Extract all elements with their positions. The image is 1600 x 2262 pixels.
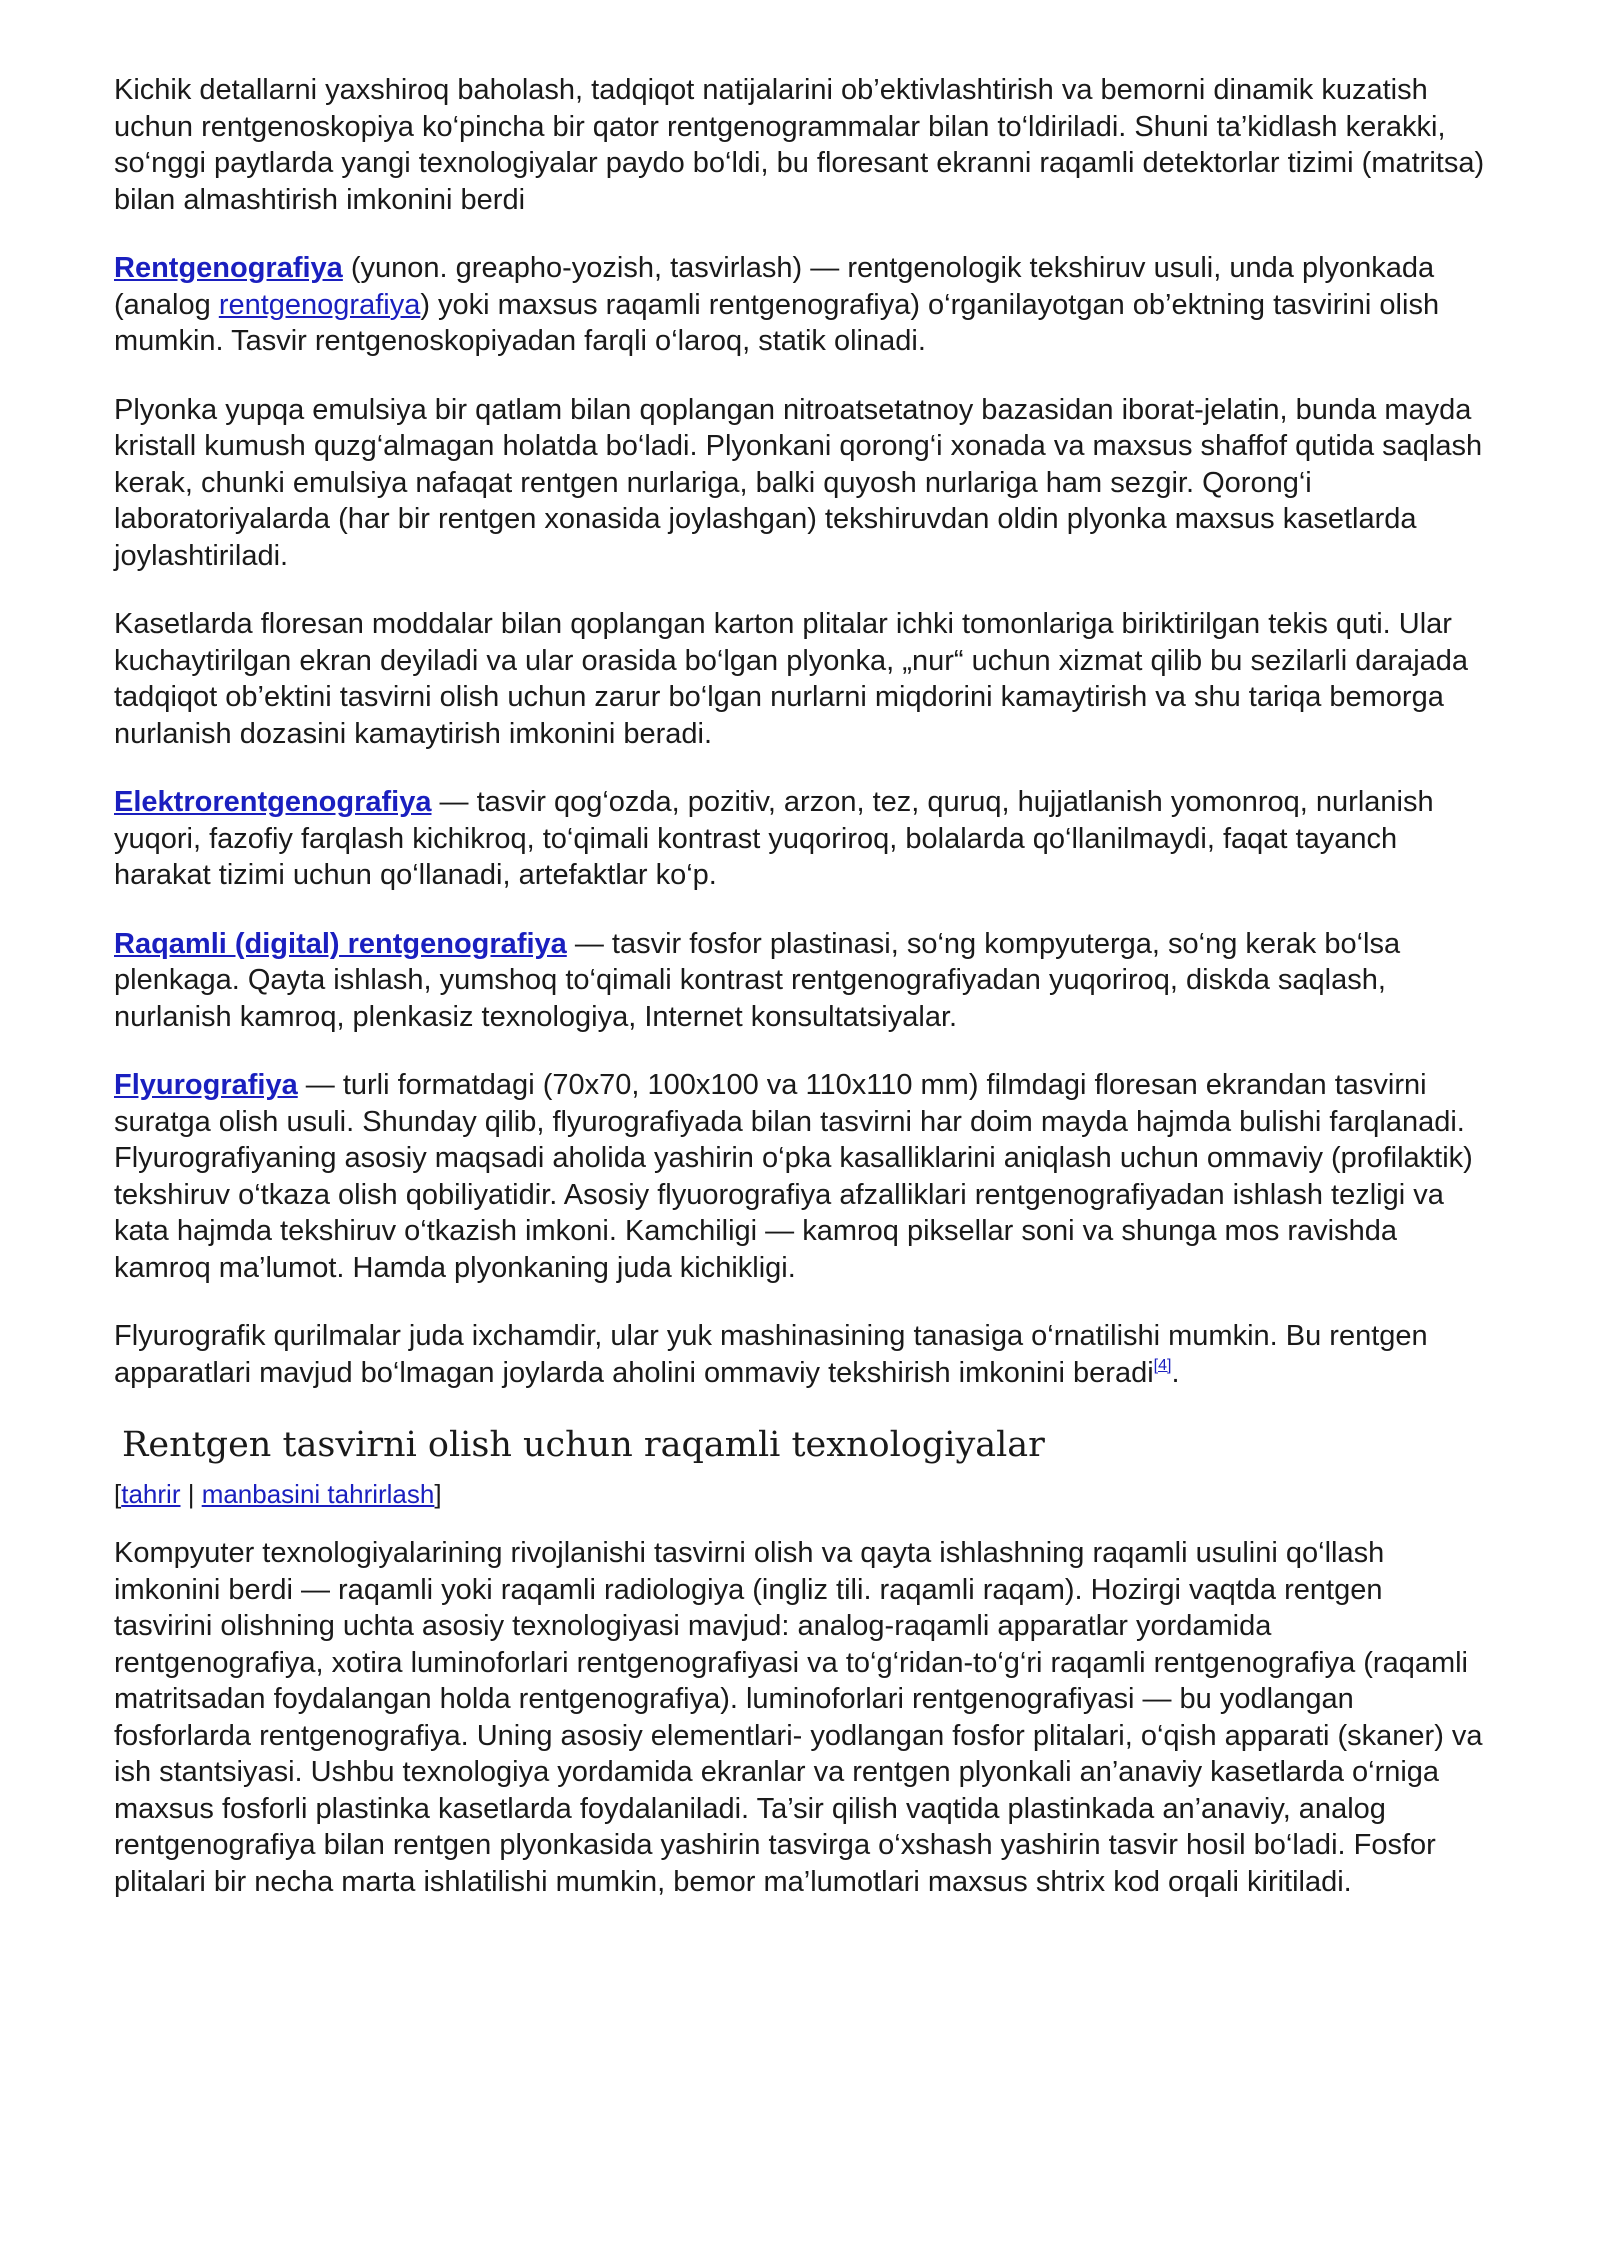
paragraph-plyonka: Plyonka yupqa emulsiya bir qatlam bilan qoplangan nitroatsetatnoy bazasidan iborat-jelatin, bunda mayda kristall kumush quzg‘almagan holatda bo‘ladi. Plyonkani qorong‘i xonada va maxsus shaffof qutida saqlash kerak, chunki emulsiya nafaqat rentgen nurlariga, balki quyosh nurlariga ham sezgir. Qorong‘i laboratoriyalarda (har bir rentgen xonasida joylashgan) tekshiruvdan oldin plyonka maxsus kasetlarda joylashtiriladi. [114,393,1483,572]
paragraph-flyurografiya [114,1067,1486,1286]
term-link-elektrorentgenografiya[interactable]: Elektrorentgenografiya [114,786,432,818]
paragraph-tail: . [1171,1356,1180,1389]
paragraph-text: — tasvir fosfor plastinasi, so‘ng kompyuterga, so‘ng kerak bo‘lsa plenkaga. Qayta ishlash, yumshoq to‘qimali kontrast rentgenografiyadan yuqoriroq, diskda saqlash, nurlanish kamroq, plenkasiz texnologiya, Internet konsultatsiyalar. [114,927,1401,1033]
paragraph-text: ) yoki maxsus raqamli rentgenografiya) o‘rganilayotgan ob’ektning tasvirini olish mumkin. Tasvir rentgenoskopiyadan farqli o‘laroq, statik olinadi. [114,288,1440,357]
edit-bracket-close: ] [434,1479,442,1509]
section-edit-links [114,1477,1486,1511]
edit-bracket-open: [ [114,1479,122,1509]
paragraph-text: Flyurografik qurilmalar juda ixchamdir, ular yuk mashinasining tanasiga o‘rnatilishi mumkin. Bu rentgen apparatlari mavjud bo‘lmagan joylarda aholini ommaviy tekshirish imkonini beradi [114,1320,1428,1389]
paragraph-flyurografik-qurilmalar [114,1318,1486,1391]
paragraph-rentgenografiya [114,250,1486,360]
term-link-raqamli-rentgenografiya[interactable]: Raqamli (digital) rentgenografiya [114,927,567,960]
paragraph-intro: Kichik detallarni yaxshiroq baholash, tadqiqot natijalarini ob’ektivlashtirish va bemorni dinamik kuzatish uchun rentgenoskopiya ko‘pincha bir qator rentgenogrammalar bilan to‘ldiriladi. Shuni ta’kidlash kerakki, so‘nggi paytlarda yangi texnologiyalar paydo bo‘ldi, bu floresant ekranni raqamli detektorlar tizimi (matritsa) bilan almashtirish imkonini berdi [114,74,1485,216]
edit-separator: | [180,1479,202,1509]
paragraph-kasetlar: Kasetlarda floresan moddalar bilan qoplangan karton plitalar ichki tomonlariga biriktirilgan tekis quti. Ular kuchaytirilgan ekran deyiladi va ular orasida bo‘lgan plyonka, „nur“ uchun xizmat qilib bu sezilarli darajada tadqiqot ob’ektini tasvirni olish uchun zarur bo‘lgan nurlarni miqdorini kamaytirish va shu tariqa bemorga nurlanish dozasini kamaytirish imkonini beradi. [114,608,1469,750]
inline-link-rentgenografiya[interactable]: rentgenografiya [218,288,421,321]
paragraph-text: (yunon. greapho-yozish, tasvirlash) — rentgenologik tekshiruv usuli, unda plyonkada (analog [114,252,1435,321]
edit-source-link[interactable]: manbasini tahrirlash [201,1479,435,1509]
paragraph-elektrorentgenografiya [114,784,1486,894]
reference-link[interactable]: [4] [1153,1356,1172,1374]
reference-superscript [1154,1357,1172,1374]
paragraph-text: — turli formatdagi (70x70, 100x100 va 110x110 mm) filmdagi floresan ekrandan tasvirni suratga olish usuli. Shunday qilib, flyurografiyada bilan tasvirni har doim mayda hajmda bulishi farqlanadi. Flyurografiyaning asosiy maqsadi aholida yashirin o‘pka kasalliklarini aniqlash uchun ommaviy (profilaktik) tekshiruv o‘tkaza olish qobiliyatidir. Asosiy flyuorografiya afzalliklari rentgenografiyadan ishlash tezligi va kata hajmda tekshiruv o‘tkazish imkoni. Kamchiligi — kamroq piksellar soni va shunga mos ravishda kamroq ma’lumot. Hamda plyonkaning juda kichikligi. [114,1069,1473,1284]
edit-link[interactable]: tahrir [121,1479,181,1509]
paragraph-text: — tasvir qog‘ozda, pozitiv, arzon, tez, quruq, hujjatlanish yomonroq, nurlanish yuqori, fazofiy farqlash kichikroq, to‘qimali kontrast yuqoriroq, bolalarda qo‘llanilmaydi, faqat tayanch harakat tizimi uchun qo‘llanadi, artefaktlar ko‘p. [114,786,1434,891]
paragraph-raqamli-rentgenografiya [114,926,1486,1036]
paragraph-section-body: Kompyuter texnologiyalarining rivojlanishi tasvirni olish va qayta ishlashning raqamli usulini qo‘llash imkonini berdi — raqamli yoki raqamli radiologiya (ingliz tili. raqamli raqam). Hozirgi vaqtda rentgen tasvirini olishning uchta asosiy texnologiyasi mavjud: analog-raqamli apparatlar yordamida rentgenografiya, xotira luminoforlari rentgenografiyasi va to‘g‘ridan-to‘g‘ri raqamli rentgenografiya (raqamli matritsadan foydalangan holda rentgenografiya). luminoforlari rentgenografiyasi — bu yodlangan fosforlarda rentgenografiya. Uning asosiy elementlari- yodlangan fosfor plitalari, o‘qish apparati (skaner) va ish stantsiyasi. Ushbu texnologiya yordamida ekranlar va rentgen plyonkali an’anaviy kasetlarda o‘rniga maxsus fosforli plastinka kasetlarda foydalaniladi. Ta’sir qilish vaqtida plastinkada an’anaviy, analog rentgenografiya bilan rentgen plyonkasida yashirin tasvirga o‘xshash yashirin tasvir hosil bo‘ladi. Fosfor plitalari bir necha marta ishlatilishi mumkin, bemor ma’lumotlari maxsus shtrix kod orqali kiritiladi. [114,1537,1483,1898]
document-page [114,72,1486,1932]
term-link-rentgenografiya[interactable]: Rentgenografiya [114,252,343,284]
section-heading: Rentgen tasvirni olish uchun raqamli texnologiyalar [122,1425,1045,1465]
term-link-flyurografiya[interactable]: Flyurografiya [114,1069,298,1101]
